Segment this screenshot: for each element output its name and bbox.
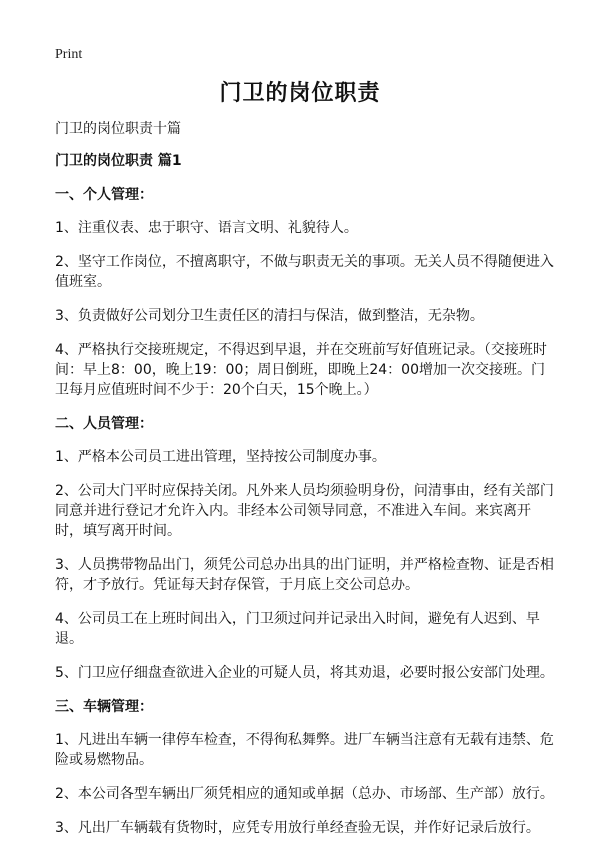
document-subtitle: 门卫的岗位职责十篇 — [55, 121, 181, 137]
section-personal-management — [55, 185, 555, 400]
section-item: 1、凡进出车辆一律停车检查，不得徇私舞弊。进厂车辆当注意有无载有违禁、危险或易燃物品。 — [55, 732, 554, 768]
print-link[interactable]: Print — [55, 47, 83, 62]
section-item: 2、本公司各型车辆出厂须凭相应的通知或单据（总办、市场部、生产部）放行。 — [55, 786, 554, 802]
section-item: 1、注重仪表、忠于职守、语言文明、礼貌待人。 — [55, 220, 358, 236]
section-heading: 一、个人管理： — [55, 187, 153, 203]
article-title: 门卫的岗位职责 篇1 — [55, 153, 182, 169]
section-item: 3、负责做好公司划分卫生责任区的清扫与保洁，做到整洁，无杂物。 — [55, 308, 484, 324]
section-item: 3、人员携带物品出门，须凭公司总办出具的出门证明，并严格检查物、证是否相符，才予放行。凭证每天封存保管，于月底上交公司总办。 — [55, 557, 554, 593]
section-staff-management — [55, 414, 555, 683]
section-heading: 三、车辆管理： — [55, 699, 153, 715]
section-item: 4、公司员工在上班时间出入，门卫须过问并记录出入时间，避免有人迟到、早退。 — [55, 611, 540, 647]
section-item: 2、公司大门平时应保持关闭。凡外来人员均须验明身份，问清事由，经有关部门同意并进行登记才允许入内。非经本公司领导同意，不准进入车间。来宾离开时，填写离开时间。 — [55, 483, 554, 539]
section-item: 5、门卫应仔细盘查欲进入企业的可疑人员，将其劝退，必要时报公安部门处理。 — [55, 665, 554, 681]
document-body — [55, 119, 555, 852]
section-vehicle-management — [55, 697, 555, 838]
section-item: 4、严格执行交接班规定，不得迟到早退，并在交班前写好值班记录。（交接班时间：早上8：00，晚上19：00；周日倒班，即晚上24：00增加一次交接班。门卫每月应值班时间不少于：20个白天，15个晚上。） — [55, 342, 547, 398]
section-item: 3、凡出厂车辆载有货物时，应凭专用放行单经查验无误，并作好记录后放行。 — [55, 820, 540, 836]
section-item: 1、严格本公司员工进出管理，坚持按公司制度办事。 — [55, 449, 386, 465]
section-item: 2、坚守工作岗位，不擅离职守，不做与职责无关的事项。无关人员不得随便进入值班室。 — [55, 254, 554, 290]
section-heading: 二、人员管理： — [55, 416, 153, 432]
page-title: 门卫的岗位职责 — [219, 81, 381, 106]
